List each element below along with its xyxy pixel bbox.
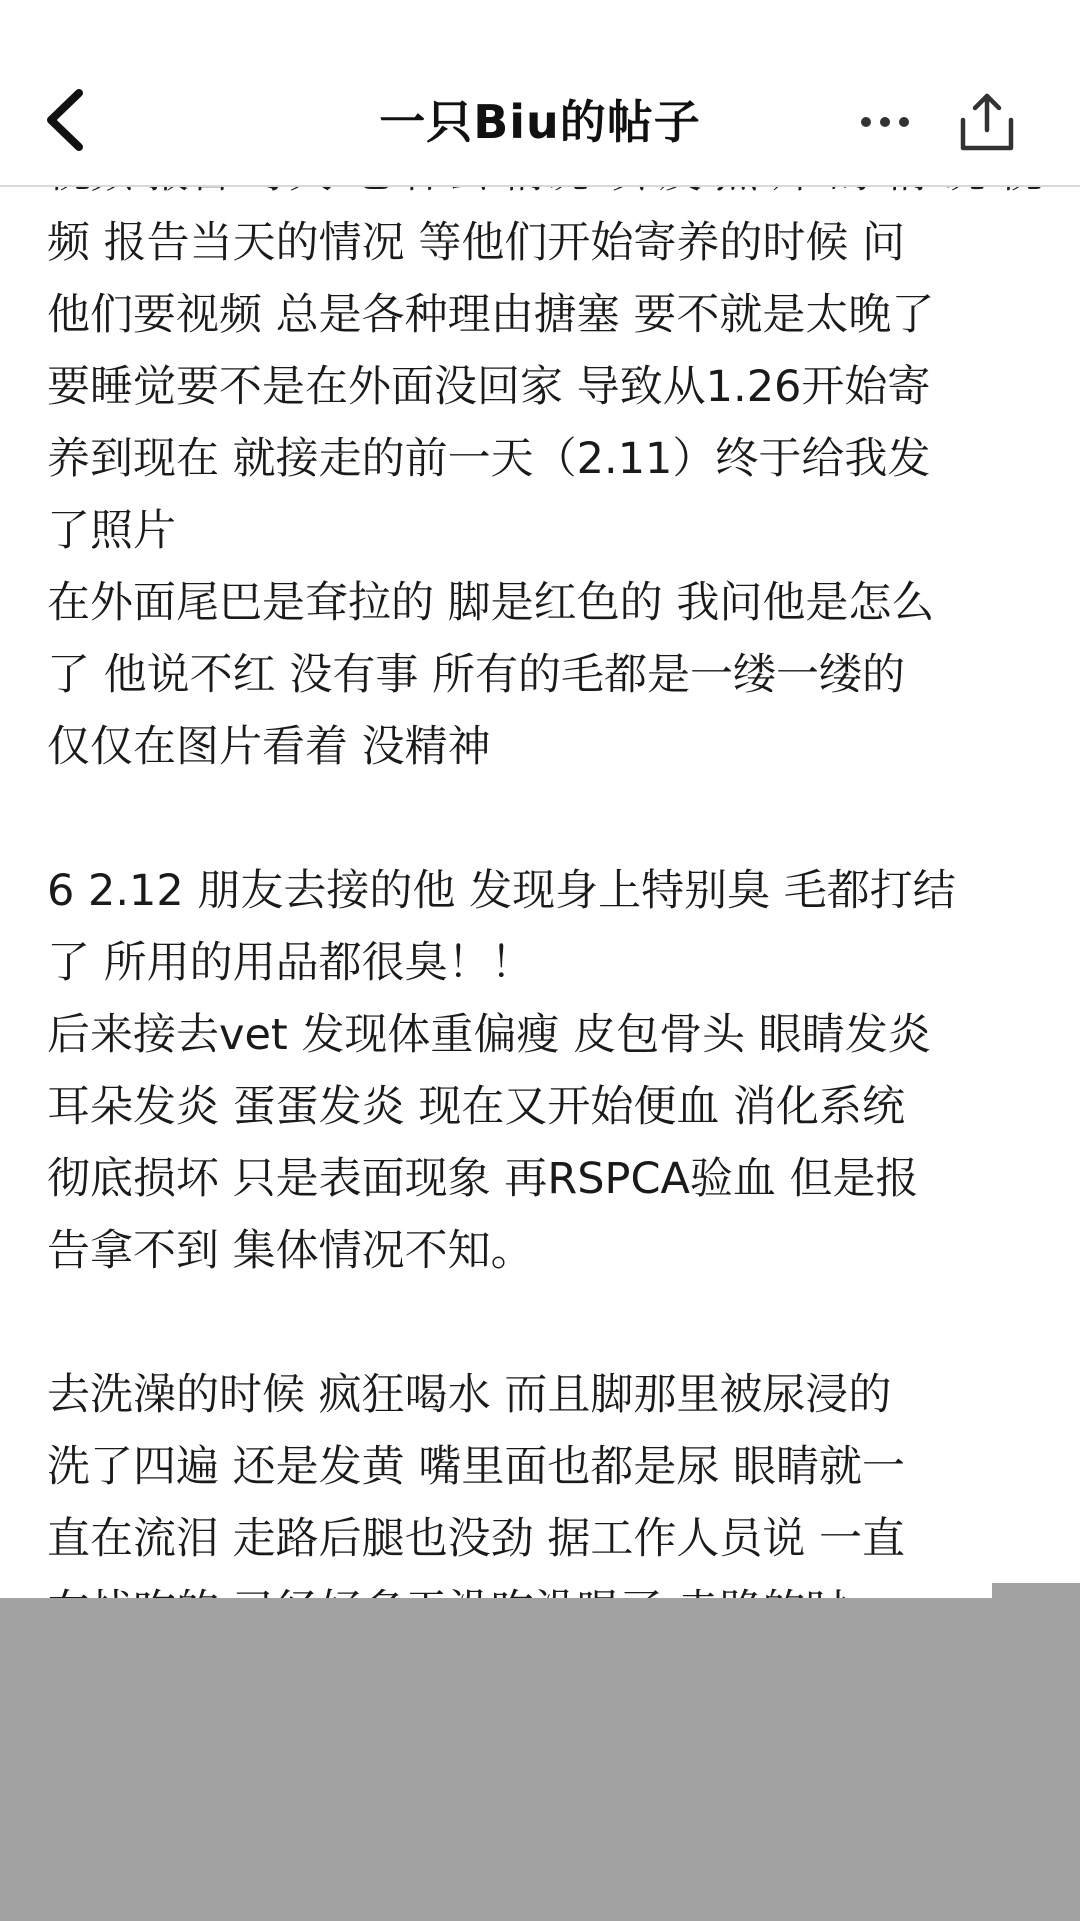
nav-bar xyxy=(0,0,1080,187)
post-text-line: 在外面尾巴是耷拉的 脚是红色的 我问他是怎么 xyxy=(47,578,935,628)
post-text-line: 彻底损坏 只是表面现象 再RSPCA验血 但是报 xyxy=(47,1154,919,1204)
post-text-line: 直在流泪 走路后腿也没劲 据工作人员说 一直 xyxy=(47,1514,906,1564)
post-text-line: 洗了四遍 还是发黄 嘴里面也都是尿 眼睛就一 xyxy=(47,1442,906,1492)
bottom-overlay xyxy=(0,1598,1080,1921)
paragraph-gap xyxy=(47,1287,1057,1359)
post-text-line: 了 他说不红 没有事 所有的毛都是一缕一缕的 xyxy=(47,650,906,700)
more-dots-icon xyxy=(860,116,910,128)
post-text-line: 要睡觉要不是在外面没回家 导致从1.26开始寄 xyxy=(47,362,931,412)
post-text-line: 后来接去vet 发现体重偏瘦 皮包骨头 眼睛发炎 xyxy=(47,1010,931,1060)
post-text-line: 频 报告当天的情况 等他们开始寄养的时候 问 xyxy=(47,218,906,268)
post-content[interactable] xyxy=(0,185,1080,1585)
post-text-line: 耳朵发炎 蛋蛋发炎 现在又开始便血 消化系统 xyxy=(47,1082,906,1132)
post-text-line: 他们要视频 总是各种理由搪塞 要不就是太晚了 xyxy=(47,290,935,340)
more-button[interactable] xyxy=(855,95,915,149)
paragraph-gap xyxy=(47,783,1057,855)
post-text-line: 了 所用的用品都很臭！！ xyxy=(47,938,534,988)
post-text-line: 养到现在 就接走的前一天（2.11）终于给我发 xyxy=(47,434,931,484)
post-text-line: 去洗澡的时候 疯狂喝水 而且脚那里被尿浸的 xyxy=(47,1370,892,1420)
post-text-line: 了照片 xyxy=(47,506,176,556)
post-text-line: 6 2.12 朋友去接的他 发现身上特别臭 毛都打结 xyxy=(47,866,956,916)
chevron-left-icon xyxy=(43,89,87,151)
back-button[interactable] xyxy=(30,80,100,160)
post-text-line: 仅仅在图片看着 没精神 xyxy=(47,722,491,772)
post-text-line: 告拿不到 集体情况不知。 xyxy=(47,1226,534,1276)
page-title: 一只Biu的帖子 xyxy=(379,95,701,149)
share-icon xyxy=(959,92,1015,152)
share-button[interactable] xyxy=(952,84,1022,160)
post-body xyxy=(47,207,1057,1647)
